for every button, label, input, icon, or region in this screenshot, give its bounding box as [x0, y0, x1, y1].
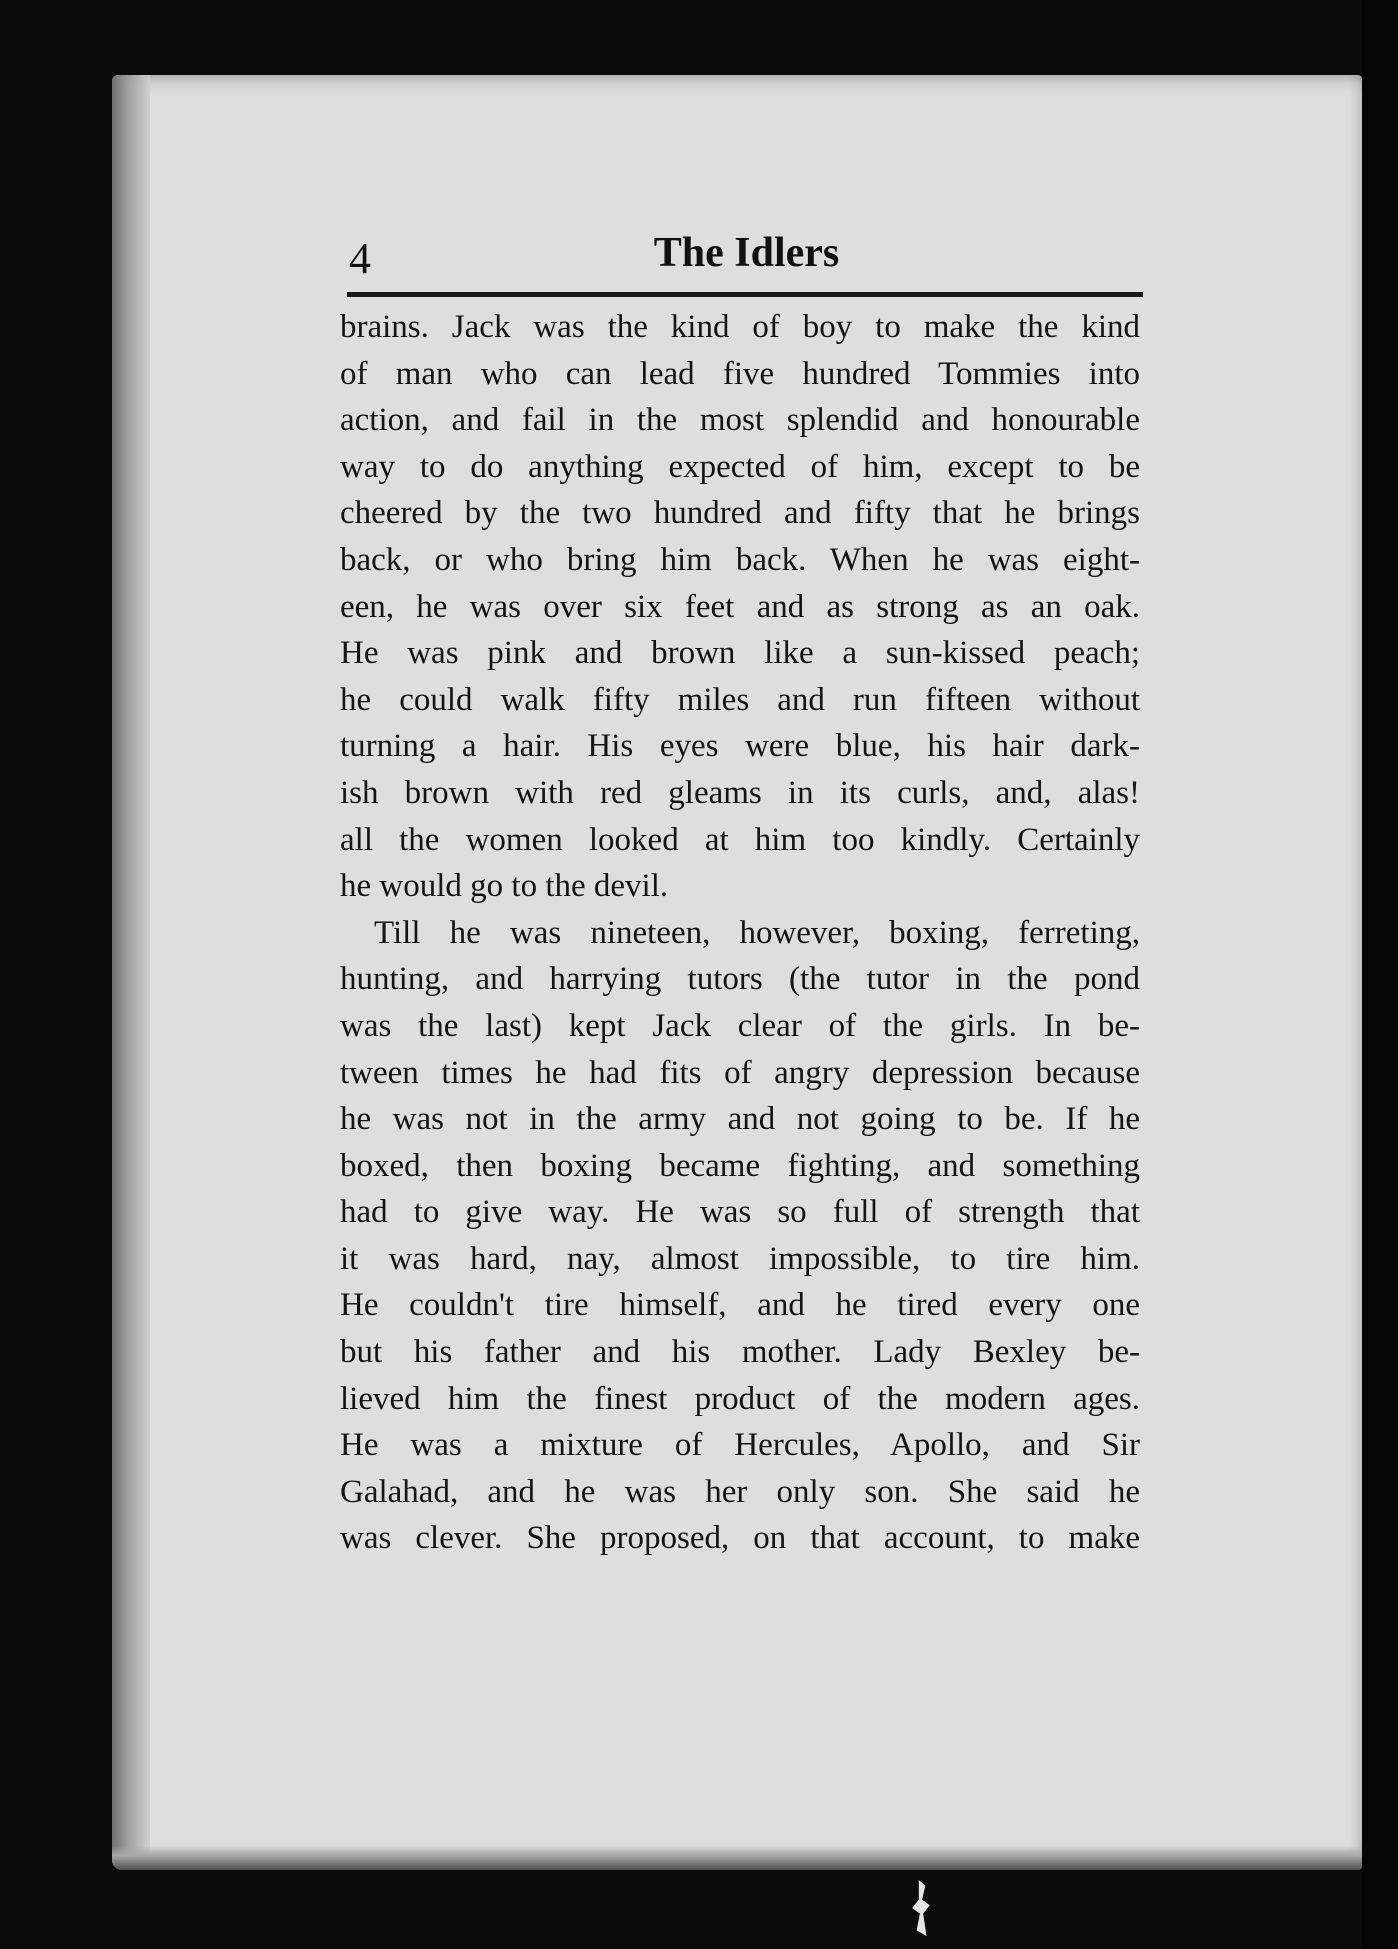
text-line: een, he was over six feet and as strong as an oak.	[340, 588, 1140, 625]
text-line: tween times he had fits of angry depression because	[340, 1054, 1140, 1091]
text-line: he was not in the army and not going to be. If he	[340, 1101, 1140, 1138]
text-line: he would go to the devil.	[340, 868, 669, 905]
text-line: was the last) kept Jack clear of the girls. In be-	[340, 1007, 1140, 1044]
text-line: action, and fail in the most splendid and honourable	[340, 402, 1140, 439]
text-line: Till he was nineteen, however, boxing, ferreting,	[374, 914, 1140, 951]
text-line: lieved him the finest product of the modern ages.	[340, 1380, 1140, 1417]
page-header	[349, 225, 1144, 295]
text-line: He was pink and brown like a sun-kissed peach;	[340, 635, 1140, 672]
text-line: but his father and his mother. Lady Bexley be-	[340, 1334, 1140, 1371]
body-text	[340, 304, 1140, 1562]
scan-artifact	[910, 1880, 932, 1936]
text-line: turning a hair. His eyes were blue, his hair dark-	[340, 728, 1140, 765]
page-spine-shadow	[112, 75, 150, 1870]
text-line: He was a mixture of Hercules, Apollo, and Sir	[340, 1427, 1140, 1464]
text-line: it was hard, nay, almost impossible, to tire him.	[340, 1240, 1140, 1277]
text-line: He couldn't tire himself, and he tired every one	[340, 1287, 1140, 1324]
text-line: all the women looked at him too kindly. Certainly	[340, 821, 1140, 858]
text-line: cheered by the two hundred and fifty that he brings	[340, 495, 1140, 532]
text-line: was clever. She proposed, on that account, to make	[340, 1520, 1140, 1557]
header-rule	[347, 292, 1143, 297]
text-line: of man who can lead five hundred Tommies into	[340, 355, 1140, 392]
page-bottom-shadow	[112, 1846, 1362, 1870]
running-title: The Idlers	[653, 230, 840, 276]
text-line: Galahad, and he was her only son. She said he	[340, 1473, 1140, 1510]
text-line: he could walk fifty miles and run fifteen without	[340, 681, 1140, 718]
text-line: boxed, then boxing became fighting, and something	[340, 1147, 1140, 1184]
text-line: hunting, and harrying tutors (the tutor in the pond	[340, 961, 1140, 998]
text-line: had to give way. He was so full of strength that	[340, 1194, 1140, 1231]
text-line: brains. Jack was the kind of boy to make the kind	[340, 309, 1140, 345]
scan-border-right	[1362, 0, 1398, 1949]
text-line: way to do anything expected of him, except to be	[340, 448, 1140, 485]
text-line: ish brown with red gleams in its curls, and, alas!	[340, 774, 1140, 811]
page-number: 4	[349, 234, 371, 283]
text-line: back, or who bring him back. When he was eight-	[340, 541, 1140, 578]
